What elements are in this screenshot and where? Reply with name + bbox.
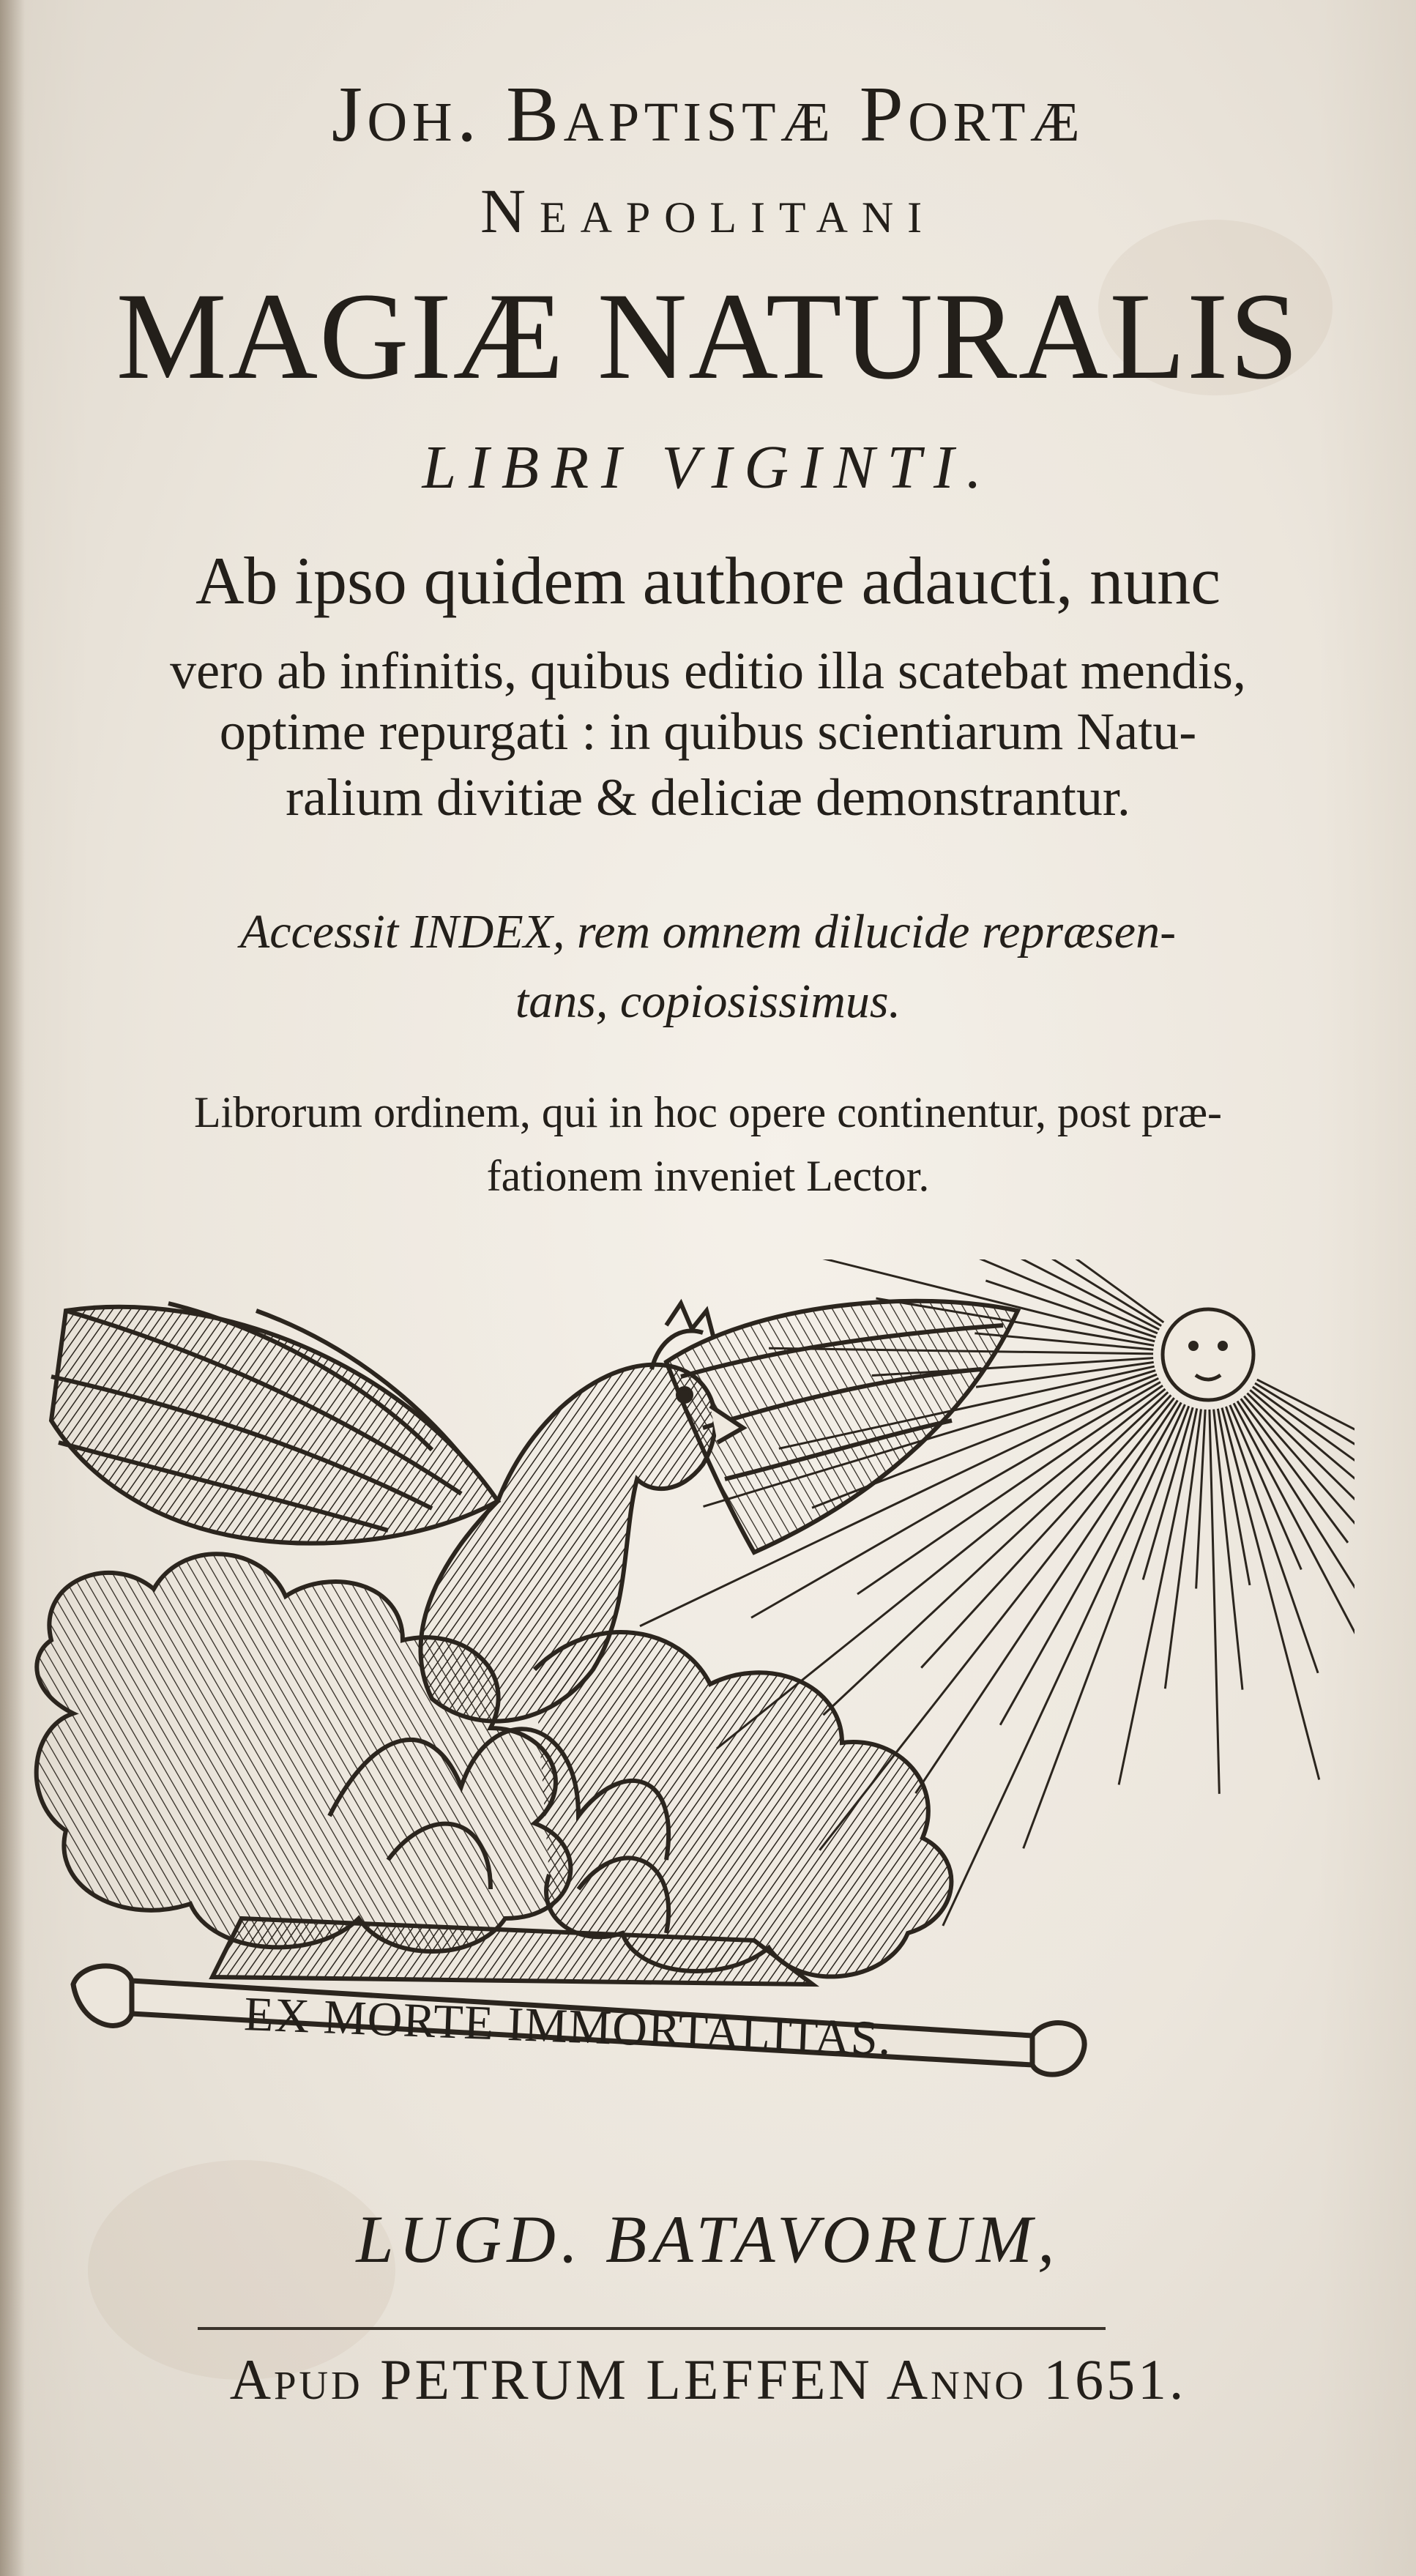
sun-ray <box>1210 1410 1219 1794</box>
sun-ray <box>1024 1406 1189 1848</box>
left-wing <box>51 1303 498 1544</box>
sun-ray <box>1000 1402 1181 1724</box>
sun-ray <box>1226 1407 1318 1673</box>
sun-ray <box>1143 1407 1193 1579</box>
sun-ray <box>1241 1399 1348 1543</box>
sun-ray <box>1214 1410 1242 1690</box>
sun-ray <box>916 1400 1178 1793</box>
sun-ray <box>921 1395 1171 1667</box>
sun-ray <box>976 1362 1154 1387</box>
index-note-line-1: Accessit INDEX, rem omnem dilucide repræsen- <box>239 905 1177 958</box>
sun-ray <box>1165 1409 1201 1689</box>
imprint-city: LUGD. BATAVORUM, <box>356 2202 1060 2277</box>
sun-ray <box>1222 1408 1319 1780</box>
description-line-1: Ab ipso quidem authore adaucti, nunc <box>195 543 1221 618</box>
order-note-line-1: Librorum ordinem, qui in hoc opere continentur, post præ- <box>194 1088 1222 1136</box>
sun-icon <box>1163 1309 1253 1400</box>
description-line-4: ralium divitiæ & deliciæ demonstrantur. <box>286 768 1130 827</box>
sun-ray <box>1008 1259 1161 1326</box>
main-title: MAGIÆ NATURALIS <box>116 267 1300 405</box>
emblem-motto: EX MORTE IMMORTALITAS. <box>243 1987 893 2066</box>
order-note-line-2: fationem inveniet Lector. <box>486 1152 930 1200</box>
imprint-publisher: Apud PETRUM LEFFEN Anno 1651. <box>229 2348 1187 2411</box>
author-line: Joh. Baptistæ Portæ <box>331 71 1085 158</box>
index-note-line-2: tans, copiosissimus. <box>515 975 901 1028</box>
description-line-2: vero ab infinitis, quibus editio illa scatebat mendis, <box>170 641 1246 700</box>
sun-ray <box>943 1404 1185 1926</box>
origin-line: Neapolitani <box>480 176 936 246</box>
books-line: LIBRI VIGINTI. <box>422 433 994 502</box>
imprint-rule <box>198 2327 1106 2330</box>
description-line-3: optime repurgati : in quibus scientiarum Natu- <box>219 702 1197 761</box>
